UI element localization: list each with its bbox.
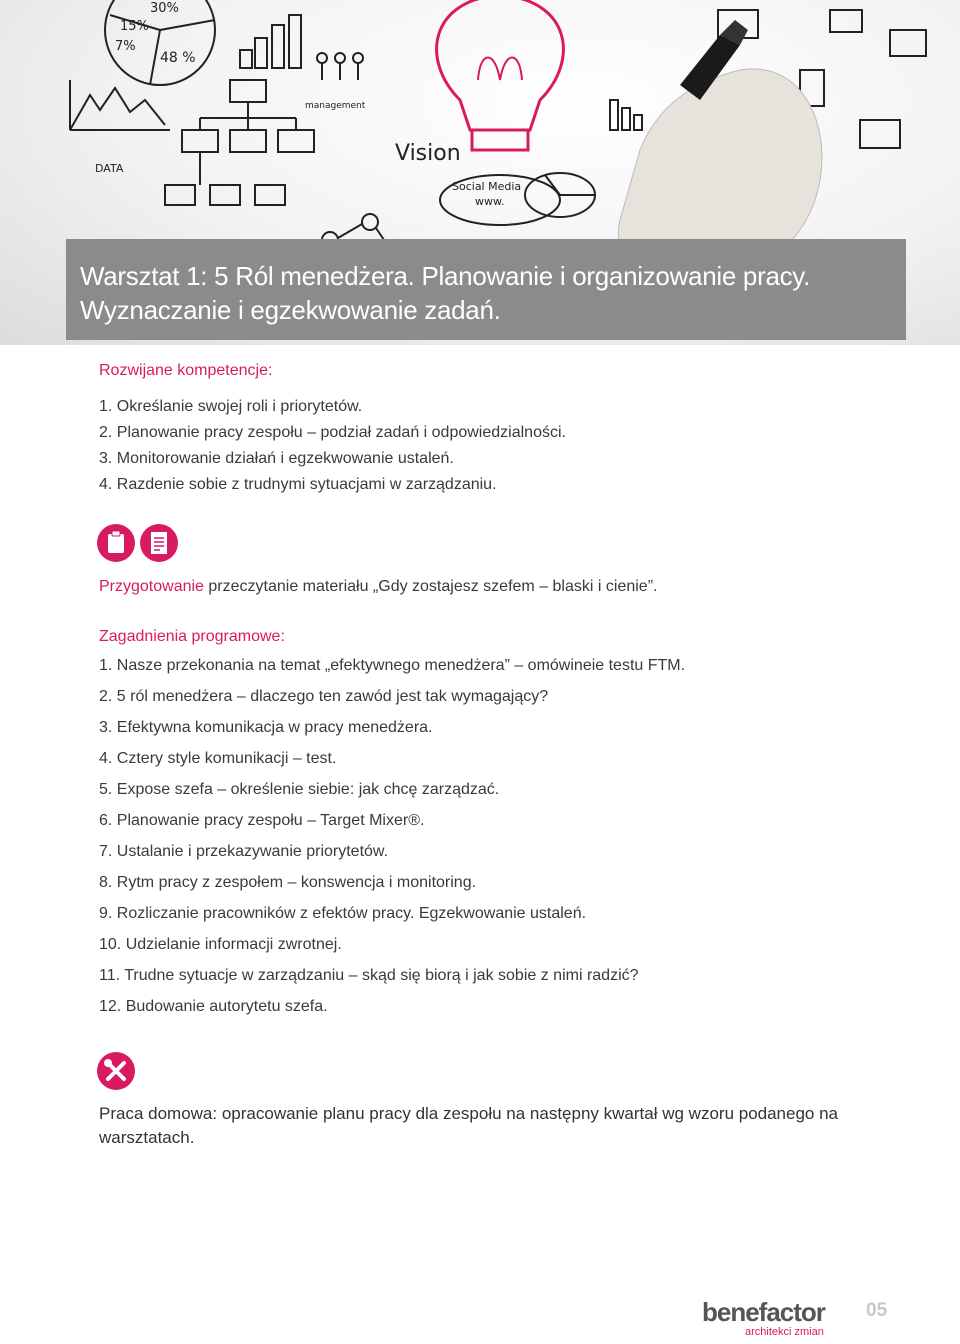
lightbulb-sketch: [437, 0, 564, 130]
agenda-item-6: 6. Planowanie pracy zespołu – Target Mixer®.: [99, 812, 425, 829]
preparation-text: przeczytanie materiału „Gdy zostajesz szefem – blaski i cienie”.: [203, 578, 658, 595]
agenda-item-9: 9. Rozliczanie pracowników z efektów pracy. Egzekwowanie ustaleń.: [99, 905, 587, 922]
competency-item-2: 2. Planowanie pracy zespołu – podział zadań i odpowiedzialności.: [99, 424, 566, 441]
preparation-line: [99, 578, 657, 596]
workshop-title-line1: Warsztat 1: 5 Ról menedżera. Planowanie i organizowanie pracy.: [80, 261, 810, 291]
sketch-label-www: www.: [475, 195, 505, 208]
agenda-item-4: 4. Cztery style komunikacji – test.: [99, 750, 337, 767]
clipboard-icon: [97, 524, 135, 562]
line-chart-sketch: [70, 88, 165, 130]
competency-item-4: 4. Razdenie sobie z trudnymi sytuacjami w zarządzaniu.: [99, 476, 497, 493]
benefactor-logo: [700, 1297, 850, 1344]
logo-wordmark: benefactor: [702, 1297, 825, 1327]
sketch-label-management: management: [305, 101, 366, 111]
agenda-item-7: 7. Ustalanie i przekazywanie priorytetów.: [99, 843, 389, 860]
sketch-label-data: DATA: [95, 162, 124, 175]
sketch-label-vision: Vision: [395, 141, 461, 166]
competency-item-3: 3. Monitorowanie działań i egzekwowanie ustaleń.: [99, 450, 454, 467]
page-number: 05: [866, 1300, 888, 1321]
agenda-item-8: 8. Rytm pracy z zespołem – konswencja i monitoring.: [99, 874, 477, 891]
sketch-label-pie-7: 7%: [115, 39, 136, 54]
agenda-item-2: 2. 5 ról menedżera – dlaczego ten zawód jest tak wymagający?: [99, 688, 549, 705]
agenda-heading: Zagadnienia programowe:: [99, 628, 285, 645]
sketch-label-pie-15: 15%: [120, 19, 149, 34]
competencies-heading: Rozwijane kompetencje:: [99, 362, 273, 379]
agenda-item-3: 3. Efektywna komunikacja w pracy menedżera.: [99, 719, 433, 736]
agenda-item-1: 1. Nasze przekonania na temat „efektywnego menedżera” – omówineie testu FTM.: [99, 657, 686, 674]
hero-image: [0, 0, 960, 345]
agenda-item-12: 12. Budowanie autorytetu szefa.: [99, 998, 328, 1015]
preparation-label: Przygotowanie: [99, 578, 204, 595]
workshop-title-line2: Wyznaczanie i egzekwowanie zadań.: [80, 295, 501, 325]
homework-text: Praca domowa: opracowanie planu pracy dla zespołu na następny kwartał wg wzoru podanego na warsztatach.: [99, 1104, 839, 1147]
agenda-item-11: 11. Trudne sytuacje w zarządzaniu – skąd się biorą i jak sobie z nimi radzić?: [99, 967, 639, 984]
agenda-item-10: 10. Udzielanie informacji zwrotnej.: [99, 936, 342, 953]
document-icon: [140, 524, 178, 562]
logo-tagline: architekci zmian: [745, 1326, 824, 1338]
sketch-label-pie-48: 48 %: [160, 50, 196, 66]
agenda-item-5: 5. Expose szefa – określenie siebie: jak chcę zarządzać.: [99, 781, 500, 798]
tools-icon: [97, 1052, 135, 1090]
title-band: [66, 239, 906, 340]
sketch-label-social-media: Social Media: [452, 180, 522, 193]
sketch-label-pie-30: 30%: [150, 1, 179, 16]
competency-item-1: 1. Określanie swojej roli i priorytetów.: [99, 398, 363, 415]
